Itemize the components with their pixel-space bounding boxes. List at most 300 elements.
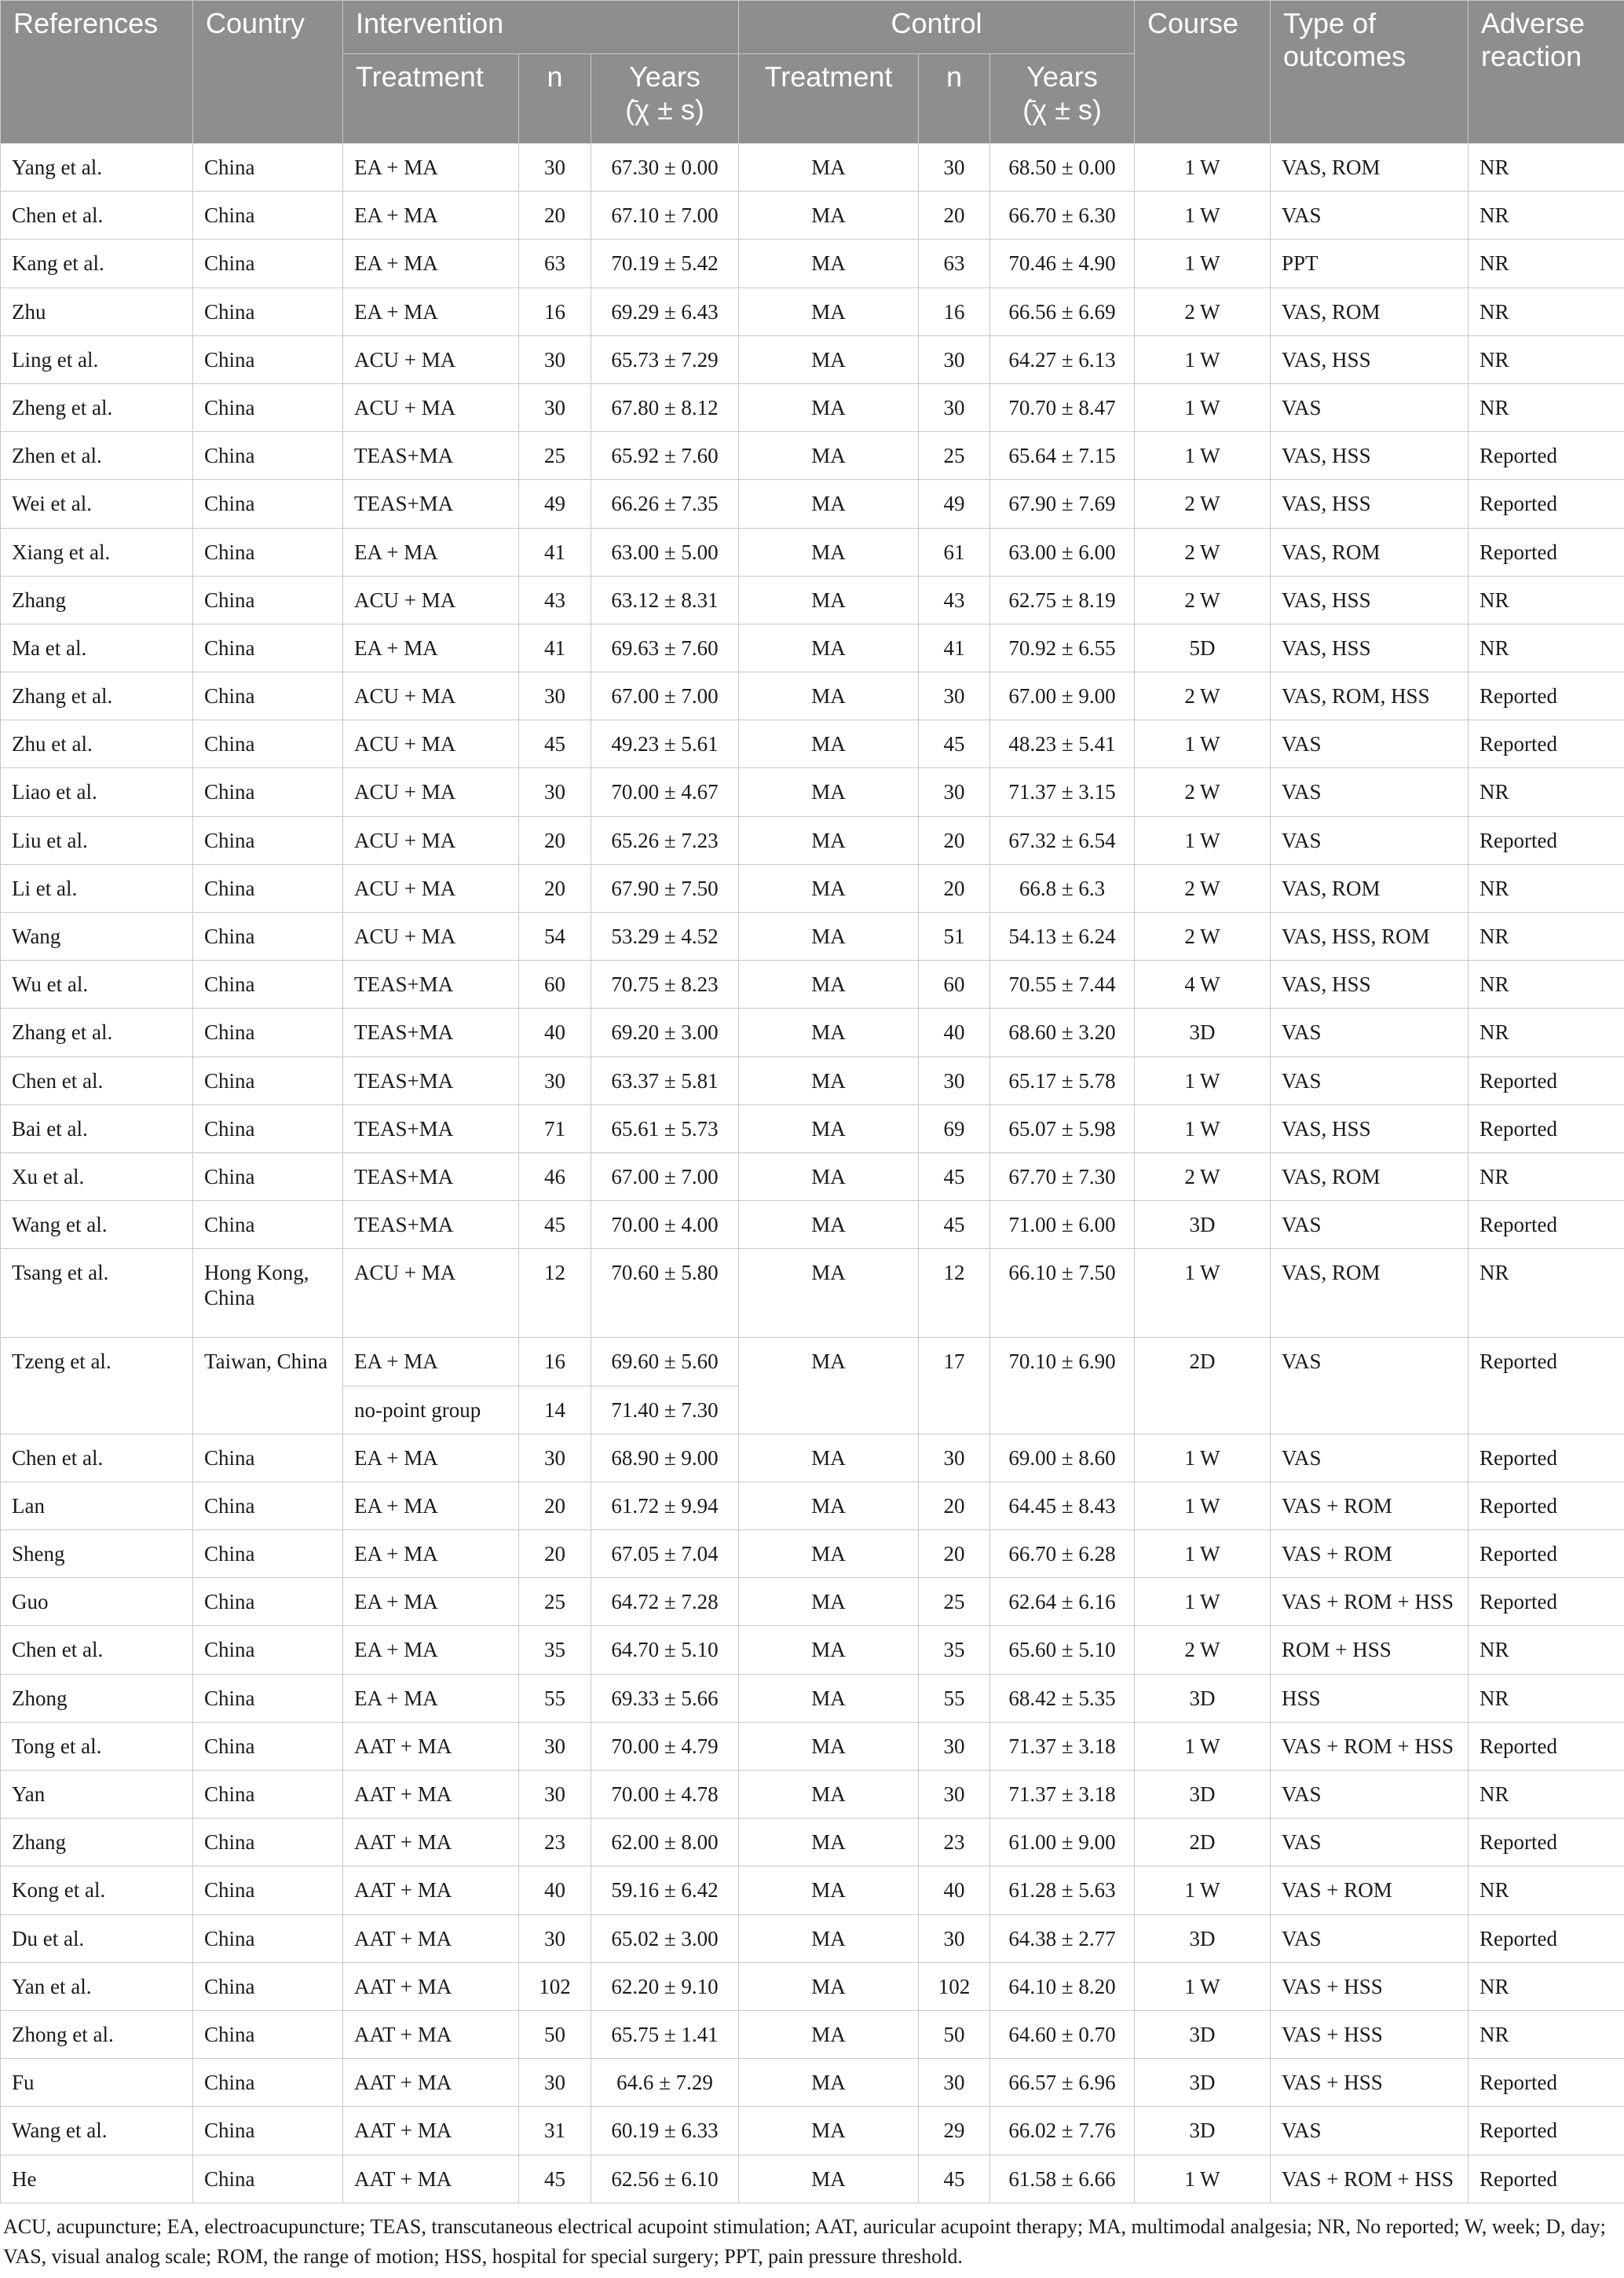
cell-intervention-years: 70.75 ± 8.23 bbox=[591, 961, 739, 1009]
cell-intervention-n: 31 bbox=[519, 2107, 591, 2155]
cell-course: 4 W bbox=[1135, 961, 1271, 1009]
cell-intervention-years: 70.00 ± 4.79 bbox=[591, 1722, 739, 1770]
cell-control-treatment: MA bbox=[739, 672, 919, 720]
header-control-years: Years (̄χ ± s) bbox=[990, 54, 1135, 144]
cell-intervention-n: 63 bbox=[519, 240, 591, 287]
cell-control-treatment: MA bbox=[739, 287, 919, 335]
cell-course: 1 W bbox=[1135, 1962, 1271, 2010]
cell-country: China bbox=[193, 1104, 343, 1152]
table-row bbox=[1, 1818, 1624, 1866]
cell-outcomes: VAS, ROM bbox=[1271, 528, 1469, 576]
table-row bbox=[1, 1434, 1624, 1481]
cell-control-years: 67.70 ± 7.30 bbox=[990, 1152, 1135, 1200]
cell-control-years: 66.10 ± 7.50 bbox=[990, 1249, 1135, 1338]
cell-course: 2 W bbox=[1135, 528, 1271, 576]
table-row bbox=[1, 2155, 1624, 2203]
cell-adverse: NR bbox=[1469, 1962, 1624, 2010]
cell-intervention-treatment: EA + MA bbox=[343, 1481, 519, 1529]
cell-intervention-treatment: AAT + MA bbox=[343, 2107, 519, 2155]
cell-intervention-treatment: EA + MA bbox=[343, 1434, 519, 1481]
header-intervention-years: Years (̄χ ± s) bbox=[591, 54, 739, 144]
cell-reference: Xu et al. bbox=[1, 1152, 193, 1200]
cell-reference: Wei et al. bbox=[1, 480, 193, 528]
cell-intervention-years: 70.00 ± 4.00 bbox=[591, 1201, 739, 1249]
cell-control-years: 71.00 ± 6.00 bbox=[990, 1201, 1135, 1249]
cell-adverse: Reported bbox=[1469, 672, 1624, 720]
cell-adverse: NR bbox=[1469, 913, 1624, 961]
cell-intervention-n: 55 bbox=[519, 1674, 591, 1722]
cell-control-years: 64.10 ± 8.20 bbox=[990, 1962, 1135, 2010]
cell-control-treatment: MA bbox=[739, 1962, 919, 2010]
cell-reference: Wu et al. bbox=[1, 961, 193, 1009]
cell-intervention-n: 20 bbox=[519, 1481, 591, 1529]
cell-control-years: 68.60 ± 3.20 bbox=[990, 1009, 1135, 1057]
cell-control-treatment: MA bbox=[739, 624, 919, 672]
cell-intervention-years: 67.05 ± 7.04 bbox=[591, 1530, 739, 1578]
cell-country: China bbox=[193, 1009, 343, 1057]
cell-course: 5D bbox=[1135, 624, 1271, 672]
cell-course: 2 W bbox=[1135, 576, 1271, 624]
cell-control-years: 71.37 ± 3.18 bbox=[990, 1722, 1135, 1770]
cell-intervention-treatment: AAT + MA bbox=[343, 2059, 519, 2107]
cell-control-treatment: MA bbox=[739, 1481, 919, 1529]
cell-adverse: Reported bbox=[1469, 2107, 1624, 2155]
cell-control-years: 70.92 ± 6.55 bbox=[990, 624, 1135, 672]
cell-outcomes: VAS, HSS bbox=[1271, 1104, 1469, 1152]
cell-intervention-n: 50 bbox=[519, 2010, 591, 2058]
cell-control-n: 63 bbox=[919, 240, 990, 287]
cell-intervention-treatment: TEAS+MA bbox=[343, 1201, 519, 1249]
header-type-of-outcomes: Type of outcomes bbox=[1271, 1, 1469, 144]
cell-adverse: NR bbox=[1469, 1626, 1624, 1674]
cell-course: 1 W bbox=[1135, 1481, 1271, 1529]
cell-outcomes: VAS + ROM bbox=[1271, 1530, 1469, 1578]
cell-intervention-n: 12 bbox=[519, 1249, 591, 1338]
cell-country: China bbox=[193, 2155, 343, 2203]
cell-adverse: NR bbox=[1469, 1009, 1624, 1057]
cell-course: 2 W bbox=[1135, 1626, 1271, 1674]
cell-country: China bbox=[193, 432, 343, 480]
cell-course: 1 W bbox=[1135, 1434, 1271, 1481]
cell-outcomes: VAS + ROM + HSS bbox=[1271, 2155, 1469, 2203]
cell-control-years: 64.45 ± 8.43 bbox=[990, 1481, 1135, 1529]
cell-outcomes: VAS, ROM bbox=[1271, 1249, 1469, 1338]
cell-course: 2 W bbox=[1135, 672, 1271, 720]
cell-intervention-years: 59.16 ± 6.42 bbox=[591, 1866, 739, 1914]
cell-control-n: 30 bbox=[919, 1914, 990, 1962]
cell-adverse: Reported bbox=[1469, 1722, 1624, 1770]
cell-outcomes: VAS bbox=[1271, 768, 1469, 816]
cell-intervention-years: 67.00 ± 7.00 bbox=[591, 1152, 739, 1200]
cell-course: 1 W bbox=[1135, 240, 1271, 287]
cell-control-treatment: MA bbox=[739, 1866, 919, 1914]
cell-adverse: Reported bbox=[1469, 1338, 1624, 1434]
cell-course: 2 W bbox=[1135, 287, 1271, 335]
cell-control-n: 17 bbox=[919, 1338, 990, 1434]
cell-course: 2 W bbox=[1135, 480, 1271, 528]
cell-intervention-treatment: ACU + MA bbox=[343, 672, 519, 720]
table-row bbox=[1, 864, 1624, 912]
cell-intervention-n: 41 bbox=[519, 528, 591, 576]
cell-adverse: Reported bbox=[1469, 1481, 1624, 1529]
cell-control-n: 25 bbox=[919, 432, 990, 480]
cell-outcomes: VAS bbox=[1271, 1818, 1469, 1866]
cell-reference: Chen et al. bbox=[1, 1057, 193, 1104]
cell-reference: Zhang et al. bbox=[1, 1009, 193, 1057]
cell-intervention-n: 20 bbox=[519, 864, 591, 912]
cell-country: China bbox=[193, 1962, 343, 2010]
cell-intervention-years: 69.33 ± 5.66 bbox=[591, 1674, 739, 1722]
cell-control-n: 20 bbox=[919, 1481, 990, 1529]
cell-control-treatment: MA bbox=[739, 1338, 919, 1434]
cell-control-years: 68.42 ± 5.35 bbox=[990, 1674, 1135, 1722]
cell-control-treatment: MA bbox=[739, 1722, 919, 1770]
cell-course: 1 W bbox=[1135, 1249, 1271, 1338]
cell-country: China bbox=[193, 576, 343, 624]
table-row bbox=[1, 1201, 1624, 1249]
cell-country: China bbox=[193, 335, 343, 383]
table-row bbox=[1, 1578, 1624, 1626]
cell-outcomes: PPT bbox=[1271, 240, 1469, 287]
cell-intervention-n: 16 bbox=[519, 1338, 591, 1386]
cell-intervention-years: 60.19 ± 6.33 bbox=[591, 2107, 739, 2155]
cell-intervention-n: 45 bbox=[519, 1201, 591, 1249]
cell-course: 1 W bbox=[1135, 1530, 1271, 1578]
cell-intervention-n: 45 bbox=[519, 720, 591, 768]
cell-control-years: 66.8 ± 6.3 bbox=[990, 864, 1135, 912]
cell-adverse: NR bbox=[1469, 335, 1624, 383]
cell-intervention-years: 65.02 ± 3.00 bbox=[591, 1914, 739, 1962]
cell-control-years: 71.37 ± 3.15 bbox=[990, 768, 1135, 816]
cell-control-years: 65.17 ± 5.78 bbox=[990, 1057, 1135, 1104]
cell-intervention-treatment: TEAS+MA bbox=[343, 1009, 519, 1057]
cell-course: 3D bbox=[1135, 1914, 1271, 1962]
cell-intervention-treatment: AAT + MA bbox=[343, 1818, 519, 1866]
cell-control-years: 61.28 ± 5.63 bbox=[990, 1866, 1135, 1914]
cell-country: China bbox=[193, 383, 343, 431]
cell-control-n: 40 bbox=[919, 1009, 990, 1057]
cell-adverse: Reported bbox=[1469, 1818, 1624, 1866]
table-row bbox=[1, 432, 1624, 480]
cell-intervention-n: 25 bbox=[519, 432, 591, 480]
cell-adverse: NR bbox=[1469, 864, 1624, 912]
cell-reference: Bai et al. bbox=[1, 1104, 193, 1152]
cell-intervention-n: 71 bbox=[519, 1104, 591, 1152]
cell-course: 1 W bbox=[1135, 1722, 1271, 1770]
cell-intervention-years: 66.26 ± 7.35 bbox=[591, 480, 739, 528]
cell-control-n: 35 bbox=[919, 1626, 990, 1674]
cell-intervention-years: 65.73 ± 7.29 bbox=[591, 335, 739, 383]
cell-intervention-years: 70.60 ± 5.80 bbox=[591, 1249, 739, 1338]
cell-intervention-years: 63.12 ± 8.31 bbox=[591, 576, 739, 624]
cell-control-n: 69 bbox=[919, 1104, 990, 1152]
cell-reference: Tsang et al. bbox=[1, 1249, 193, 1338]
cell-control-treatment: MA bbox=[739, 528, 919, 576]
cell-course: 2D bbox=[1135, 1338, 1271, 1434]
cell-control-treatment: MA bbox=[739, 816, 919, 864]
cell-control-n: 20 bbox=[919, 864, 990, 912]
cell-course: 1 W bbox=[1135, 1104, 1271, 1152]
cell-country: China bbox=[193, 480, 343, 528]
cell-country: China bbox=[193, 144, 343, 192]
cell-reference: Zhang bbox=[1, 576, 193, 624]
cell-intervention-years: 68.90 ± 9.00 bbox=[591, 1434, 739, 1481]
cell-control-n: 41 bbox=[919, 624, 990, 672]
cell-reference: Zhang bbox=[1, 1818, 193, 1866]
cell-control-treatment: MA bbox=[739, 1434, 919, 1481]
cell-control-treatment: MA bbox=[739, 720, 919, 768]
table-row bbox=[1, 576, 1624, 624]
cell-control-n: 30 bbox=[919, 1434, 990, 1481]
table-row bbox=[1, 1722, 1624, 1770]
cell-intervention-years: 70.00 ± 4.67 bbox=[591, 768, 739, 816]
cell-country: China bbox=[193, 1530, 343, 1578]
cell-control-n: 30 bbox=[919, 144, 990, 192]
table-row bbox=[1, 1866, 1624, 1914]
cell-reference: Yan bbox=[1, 1771, 193, 1818]
cell-course: 3D bbox=[1135, 1674, 1271, 1722]
cell-control-n: 20 bbox=[919, 1530, 990, 1578]
header-country: Country bbox=[193, 1, 343, 144]
cell-reference: Xiang et al. bbox=[1, 528, 193, 576]
cell-control-years: 66.70 ± 6.28 bbox=[990, 1530, 1135, 1578]
cell-outcomes: VAS, ROM bbox=[1271, 1152, 1469, 1200]
cell-course: 1 W bbox=[1135, 383, 1271, 431]
cell-intervention-years: 65.92 ± 7.60 bbox=[591, 432, 739, 480]
cell-control-years: 67.32 ± 6.54 bbox=[990, 816, 1135, 864]
table-body bbox=[1, 144, 1624, 1249]
cell-intervention-years: 62.20 ± 9.10 bbox=[591, 1962, 739, 2010]
cell-country: Taiwan, China bbox=[193, 1338, 343, 1434]
cell-outcomes: VAS + HSS bbox=[1271, 1962, 1469, 2010]
cell-country: China bbox=[193, 1201, 343, 1249]
cell-control-years: 67.90 ± 7.69 bbox=[990, 480, 1135, 528]
cell-intervention-treatment: EA + MA bbox=[343, 624, 519, 672]
table-row bbox=[1, 1009, 1624, 1057]
cell-intervention-treatment: ACU + MA bbox=[343, 1249, 519, 1338]
table-row bbox=[1, 816, 1624, 864]
cell-course: 2D bbox=[1135, 1818, 1271, 1866]
cell-outcomes: VAS + HSS bbox=[1271, 2059, 1469, 2107]
cell-intervention-treatment: TEAS+MA bbox=[343, 1104, 519, 1152]
cell-outcomes: VAS, HSS bbox=[1271, 480, 1469, 528]
cell-country: China bbox=[193, 864, 343, 912]
cell-intervention-n: 40 bbox=[519, 1866, 591, 1914]
cell-course: 1 W bbox=[1135, 1057, 1271, 1104]
cell-adverse: NR bbox=[1469, 240, 1624, 287]
cell-course: 1 W bbox=[1135, 1866, 1271, 1914]
cell-control-treatment: MA bbox=[739, 192, 919, 240]
cell-course: 1 W bbox=[1135, 192, 1271, 240]
cell-intervention-treatment: AAT + MA bbox=[343, 1914, 519, 1962]
cell-intervention-n: 30 bbox=[519, 383, 591, 431]
cell-reference: Zhong bbox=[1, 1674, 193, 1722]
table-row bbox=[1, 1104, 1624, 1152]
cell-adverse: NR bbox=[1469, 1249, 1624, 1338]
table-row bbox=[1, 528, 1624, 576]
cell-control-years: 62.64 ± 6.16 bbox=[990, 1578, 1135, 1626]
cell-control-treatment: MA bbox=[739, 144, 919, 192]
cell-outcomes: VAS + ROM bbox=[1271, 1481, 1469, 1529]
cell-adverse: Reported bbox=[1469, 2059, 1624, 2107]
table-row bbox=[1, 2107, 1624, 2155]
cell-reference: Zhong et al. bbox=[1, 2010, 193, 2058]
cell-intervention-n: 102 bbox=[519, 1962, 591, 2010]
cell-intervention-treatment: TEAS+MA bbox=[343, 432, 519, 480]
header-control-n: n bbox=[919, 54, 990, 144]
cell-control-years: 66.70 ± 6.30 bbox=[990, 192, 1135, 240]
cell-control-n: 12 bbox=[919, 1249, 990, 1338]
cell-adverse: NR bbox=[1469, 1866, 1624, 1914]
cell-reference: Sheng bbox=[1, 1530, 193, 1578]
table-row bbox=[1, 144, 1624, 192]
table-row bbox=[1, 1962, 1624, 2010]
table-row bbox=[1, 1771, 1624, 1818]
cell-intervention-years: 63.00 ± 5.00 bbox=[591, 528, 739, 576]
cell-intervention-years: 67.10 ± 7.00 bbox=[591, 192, 739, 240]
cell-country: China bbox=[193, 1674, 343, 1722]
cell-control-years: 61.58 ± 6.66 bbox=[990, 2155, 1135, 2203]
cell-outcomes: VAS bbox=[1271, 383, 1469, 431]
cell-country: China bbox=[193, 768, 343, 816]
cell-intervention-n: 30 bbox=[519, 335, 591, 383]
cell-country: China bbox=[193, 816, 343, 864]
cell-country: China bbox=[193, 1914, 343, 1962]
cell-adverse: Reported bbox=[1469, 816, 1624, 864]
cell-intervention-n: 20 bbox=[519, 816, 591, 864]
cell-intervention-years: 49.23 ± 5.61 bbox=[591, 720, 739, 768]
cell-intervention-treatment: AAT + MA bbox=[343, 1962, 519, 2010]
cell-control-treatment: MA bbox=[739, 480, 919, 528]
cell-control-n: 30 bbox=[919, 1722, 990, 1770]
cell-control-n: 45 bbox=[919, 1201, 990, 1249]
cell-control-n: 30 bbox=[919, 1057, 990, 1104]
cell-reference: Yan et al. bbox=[1, 1962, 193, 2010]
cell-control-years: 67.00 ± 9.00 bbox=[990, 672, 1135, 720]
table-row bbox=[1, 1152, 1624, 1200]
cell-adverse: Reported bbox=[1469, 1104, 1624, 1152]
cell-course: 1 W bbox=[1135, 432, 1271, 480]
table-row bbox=[1, 1249, 1624, 1338]
cell-control-treatment: MA bbox=[739, 768, 919, 816]
cell-control-n: 25 bbox=[919, 1578, 990, 1626]
table-row bbox=[1, 624, 1624, 672]
cell-control-treatment: MA bbox=[739, 1530, 919, 1578]
cell-intervention-years: 69.20 ± 3.00 bbox=[591, 1009, 739, 1057]
cell-control-n: 45 bbox=[919, 720, 990, 768]
cell-intervention-treatment: EA + MA bbox=[343, 192, 519, 240]
cell-adverse: NR bbox=[1469, 192, 1624, 240]
cell-control-treatment: MA bbox=[739, 864, 919, 912]
cell-reference: Tzeng et al. bbox=[1, 1338, 193, 1434]
cell-control-treatment: MA bbox=[739, 913, 919, 961]
cell-control-years: 70.55 ± 7.44 bbox=[990, 961, 1135, 1009]
cell-control-years: 61.00 ± 9.00 bbox=[990, 1818, 1135, 1866]
cell-intervention-treatment: AAT + MA bbox=[343, 2010, 519, 2058]
cell-outcomes: VAS, HSS bbox=[1271, 961, 1469, 1009]
cell-adverse: NR bbox=[1469, 961, 1624, 1009]
cell-intervention-treatment: ACU + MA bbox=[343, 335, 519, 383]
table-row bbox=[1, 768, 1624, 816]
cell-control-n: 61 bbox=[919, 528, 990, 576]
cell-intervention-treatment: ACU + MA bbox=[343, 720, 519, 768]
cell-adverse: Reported bbox=[1469, 528, 1624, 576]
cell-control-treatment: MA bbox=[739, 1249, 919, 1338]
cell-adverse: Reported bbox=[1469, 1057, 1624, 1104]
header-control-treatment: Treatment bbox=[739, 54, 919, 144]
cell-intervention-n: 40 bbox=[519, 1009, 591, 1057]
cell-reference: Zhu bbox=[1, 287, 193, 335]
cell-intervention-years: 67.00 ± 7.00 bbox=[591, 672, 739, 720]
cell-outcomes: VAS bbox=[1271, 1771, 1469, 1818]
cell-country: China bbox=[193, 624, 343, 672]
cell-intervention-n: 30 bbox=[519, 1914, 591, 1962]
cell-control-years: 68.50 ± 0.00 bbox=[990, 144, 1135, 192]
cell-country: Hong Kong, China bbox=[193, 1249, 343, 1338]
table-row bbox=[1, 480, 1624, 528]
cell-intervention-n: 16 bbox=[519, 287, 591, 335]
cell-course: 3D bbox=[1135, 2010, 1271, 2058]
cell-course: 1 W bbox=[1135, 2155, 1271, 2203]
cell-intervention-treatment: EA + MA bbox=[343, 1530, 519, 1578]
cell-intervention-years: 61.72 ± 9.94 bbox=[591, 1481, 739, 1529]
cell-control-treatment: MA bbox=[739, 1626, 919, 1674]
cell-intervention-years: 53.29 ± 4.52 bbox=[591, 913, 739, 961]
cell-control-n: 40 bbox=[919, 1866, 990, 1914]
cell-adverse: NR bbox=[1469, 287, 1624, 335]
cell-intervention-n: 46 bbox=[519, 1152, 591, 1200]
cell-country: China bbox=[193, 287, 343, 335]
cell-adverse: Reported bbox=[1469, 480, 1624, 528]
cell-course: 1 W bbox=[1135, 720, 1271, 768]
cell-adverse: Reported bbox=[1469, 1914, 1624, 1962]
cell-control-treatment: MA bbox=[739, 240, 919, 287]
table-row bbox=[1, 192, 1624, 240]
cell-course: 1 W bbox=[1135, 1578, 1271, 1626]
cell-intervention-years: 70.00 ± 4.78 bbox=[591, 1771, 739, 1818]
cell-intervention-treatment: TEAS+MA bbox=[343, 480, 519, 528]
cell-reference: Ling et al. bbox=[1, 335, 193, 383]
cell-intervention-n: 41 bbox=[519, 624, 591, 672]
cell-country: China bbox=[193, 1771, 343, 1818]
cell-country: China bbox=[193, 2010, 343, 2058]
cell-intervention-n: 30 bbox=[519, 144, 591, 192]
cell-intervention-years: 64.72 ± 7.28 bbox=[591, 1578, 739, 1626]
cell-intervention-n: 20 bbox=[519, 192, 591, 240]
cell-outcomes: VAS bbox=[1271, 816, 1469, 864]
cell-reference: Zhen et al. bbox=[1, 432, 193, 480]
cell-outcomes: VAS bbox=[1271, 2107, 1469, 2155]
cell-reference: Fu bbox=[1, 2059, 193, 2107]
cell-control-treatment: MA bbox=[739, 2107, 919, 2155]
cell-outcomes: VAS, HSS bbox=[1271, 576, 1469, 624]
table-row bbox=[1, 1626, 1624, 1674]
cell-reference: Tong et al. bbox=[1, 1722, 193, 1770]
cell-adverse: Reported bbox=[1469, 1578, 1624, 1626]
cell-country: China bbox=[193, 2107, 343, 2155]
cell-reference: He bbox=[1, 2155, 193, 2203]
cell-intervention-treatment: EA + MA bbox=[343, 1338, 519, 1386]
cell-reference: Wang et al. bbox=[1, 1201, 193, 1249]
cell-control-treatment: MA bbox=[739, 432, 919, 480]
cell-control-years: 65.60 ± 5.10 bbox=[990, 1626, 1135, 1674]
cell-control-n: 49 bbox=[919, 480, 990, 528]
cell-control-treatment: MA bbox=[739, 1914, 919, 1962]
cell-intervention-years: 67.80 ± 8.12 bbox=[591, 383, 739, 431]
cell-intervention-n: 20 bbox=[519, 1530, 591, 1578]
cell-reference: Zhu et al. bbox=[1, 720, 193, 768]
cell-control-n: 30 bbox=[919, 2059, 990, 2107]
